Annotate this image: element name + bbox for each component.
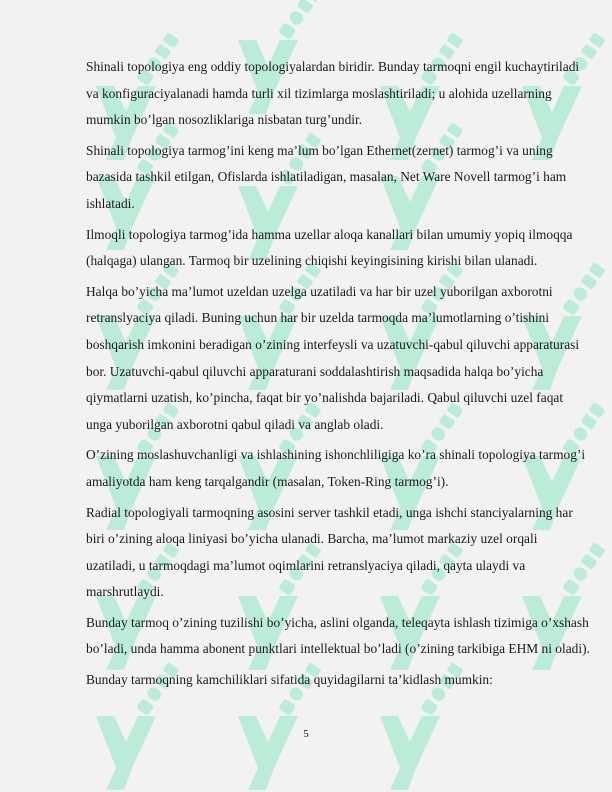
paragraph: Ilmoqli topologiya tarmog’ida hamma uzellar aloqa kanallari bilan umumiy yopiq ilmoqqa (halqaga) ulangan. Tarmoq bir uzelining chiqishi keyingisining kirishi bilan ulanadi.: [86, 226, 573, 269]
paragraph: Halqa bo’yicha ma’lumot uzeldan uzelga uzatiladi va har bir uzel yuborilgan axborotni retranslyaciya qiladi. Buning uchun har bir uzelda tarmoqda ma’lumotlarning o’tishini boshqarish imkonini beradigan o’zining interfeysli va uzatuvchi-qabul qiluvchi apparaturasi bor. Uzatuvchi-qabul qiluvchi apparaturani soddalashtirish maqsadida halqa bo’yicha qiymatlarni uzatish, ko’pincha, faqat bir yo’nalishda bajariladi. Qabul qiluvchi uzel faqat unga yuborilgan axborotni qabul qiladi va anglab oladi.: [86, 283, 580, 432]
paragraph: O’zining moslashuvchanligi va ishlashining ishonchliligiga ko’ra shinali topologiya tarmog’i amaliyotda ham keng tarqalgandir (masalan, Token-Ring tarmog’i).: [86, 447, 586, 489]
paragraph: Bunday tarmoq o’zining tuzilishi bo’yicha, aslini olganda, teleqayta ishlash tizimiga o’xshash bo’ladi, unda hamma abonent punktlari intellektual bo’ladi (o’zining tarkibiga EHM ni oladi).: [86, 614, 590, 657]
paragraph: Radial topologiyali tarmoqning asosini server tashkil etadi, unga ishchi stanciyalarning har biri o’zining aloqa liniyasi bo’yicha ulanadi. Barcha, ma’lumot markaziy uzel orqali uzatiladi, u tarmoqdagi ma’lumot oqimlarini retranslyaciya qiladi, qayta ulaydi va marshrutlaydi.: [86, 504, 573, 600]
paragraph: Shinali topologiya eng oddiy topologiyalardan biridir. Bunday tarmoqni engil kuchaytiriladi va konfiguraciyalanadi hamda turli xil tizimlarga moslashtiriladi; u alohida uzellarning mumkin bo’lgan nosozliklariga nisbatan turg’undir.: [86, 59, 580, 128]
paragraph: Bunday tarmoqning kamchiliklari sifatida quyidagilarni ta’kidlash mumkin:: [86, 672, 493, 688]
body-text: [86, 54, 590, 694]
page-number: 5: [303, 728, 309, 740]
paragraph: Shinali topologiya tarmog’ini keng ma’lum bo’lgan Ethernet(zernet) tarmog’i va uning bazasida tashkil etilgan, Ofislarda ishlatiladigan, masalan, Net Ware Novell tarmog’i ham ishlatadi.: [86, 142, 567, 211]
